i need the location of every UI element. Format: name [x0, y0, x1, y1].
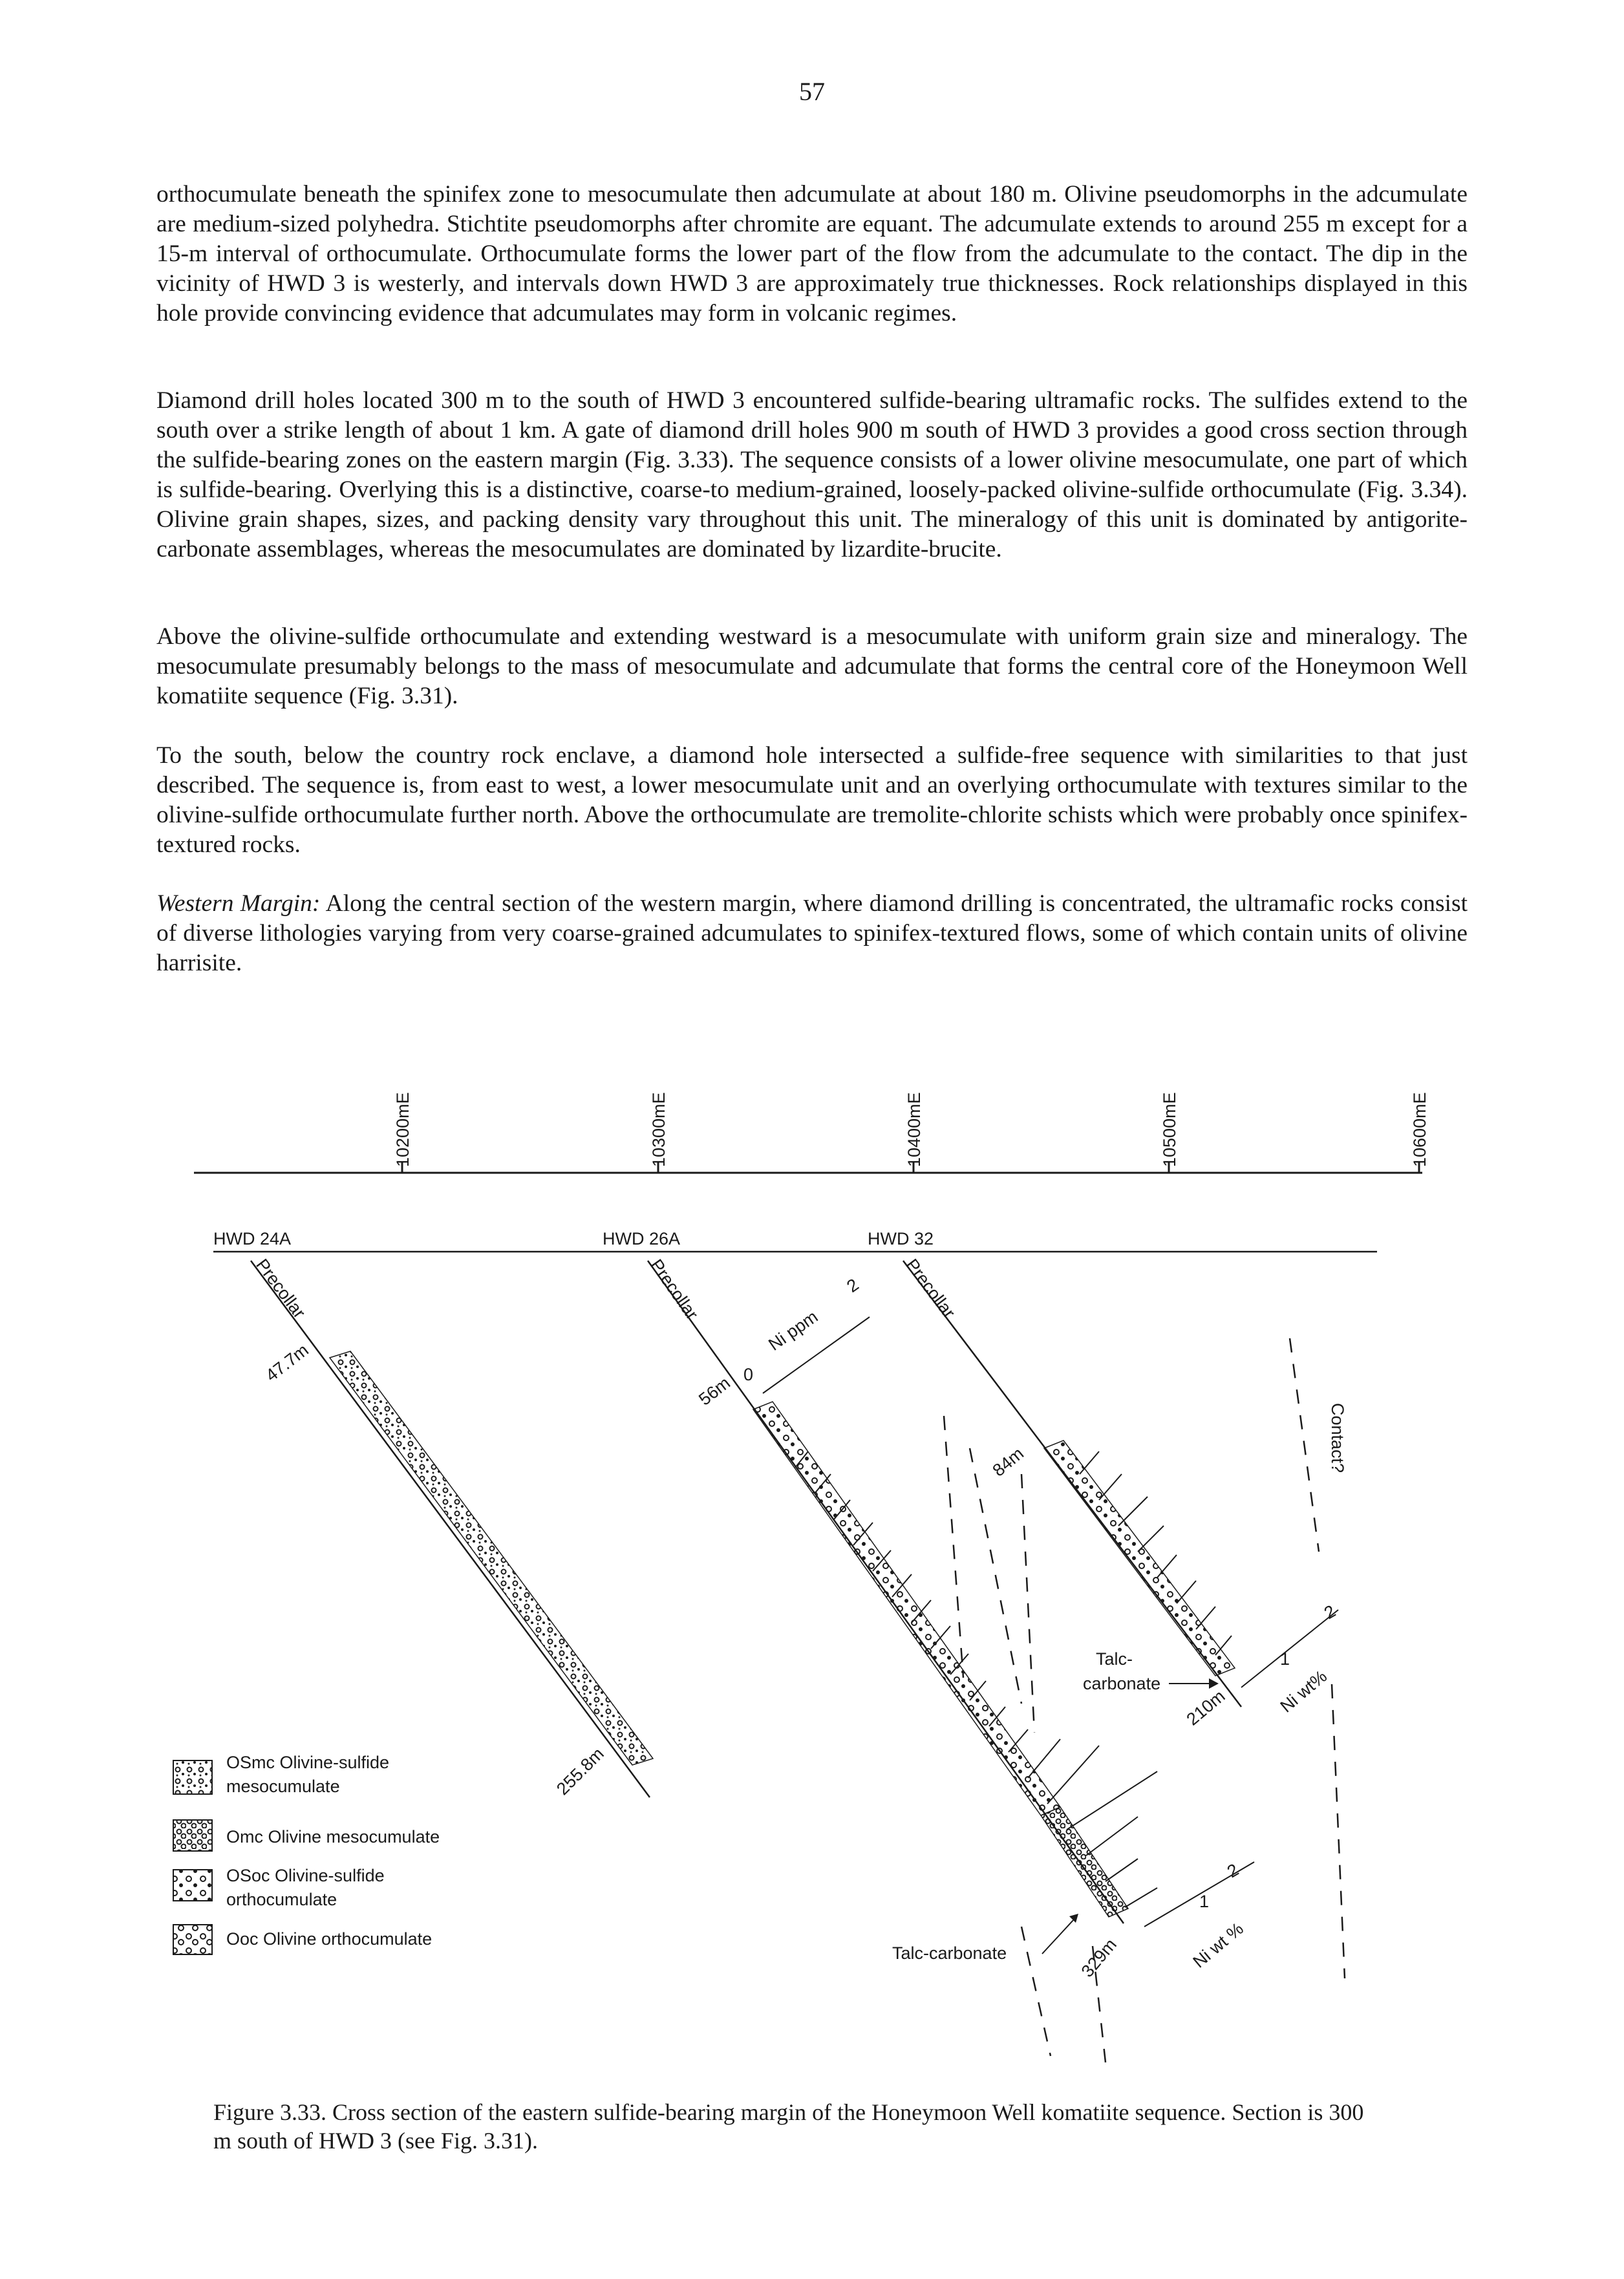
legend-swatch-osoc [173, 1870, 212, 1901]
easting-label-10600: 10600mE [1410, 1092, 1429, 1167]
legend-swatch-omc [173, 1820, 212, 1851]
legend [173, 1753, 440, 1954]
depth-top-hwd26a: 56m [695, 1373, 734, 1409]
ni-ppm-label: Ni ppm [765, 1307, 822, 1354]
ni-wt-one-hwd26a: 1 [1199, 1892, 1210, 1911]
easting-label-10400: 10400mE [904, 1092, 924, 1167]
paragraph-5 [156, 889, 1468, 978]
western-margin-heading: Western Margin: [156, 890, 321, 917]
drill-hole-hwd24a [251, 1256, 653, 1799]
precollar-label-hwd26a: Precollar [646, 1256, 702, 1323]
page-number: 57 [799, 77, 825, 106]
precollar-label-hwd24a: Precollar [252, 1255, 310, 1322]
legend-label-ooc: Ooc Olivine orthocumulate [226, 1929, 433, 1949]
depth-top-hwd32: 84m [988, 1443, 1028, 1481]
omc-column-hwd26a [1041, 1807, 1128, 1917]
osoc-column-hwd32 [1044, 1440, 1235, 1676]
ni-ppm-two: 2 [843, 1274, 862, 1296]
legend-label-osoc-2: orthocumulate [226, 1890, 337, 1909]
osmc-column-hwd24a [330, 1351, 653, 1765]
talc-carbonate-label-2: Talc-carbonate [892, 1943, 1007, 1963]
legend-swatch-osmc [173, 1760, 212, 1794]
ni-wt-two-hwd26a: 2 [1224, 1859, 1243, 1882]
depth-bottom-hwd32: 210m [1182, 1686, 1229, 1729]
ni-wt-two-hwd32: 2 [1321, 1601, 1340, 1623]
cross-section-figure [0, 1022, 1624, 2082]
paragraph-4: To the south, below the country rock enclave, a diamond hole intersected a sulfide-free sequence with similarities to that just described. The sequence is, from east to west, a lower mesocumulate unit and an overlying orthocumulate with textures similar to the olivine-sulfide orthocumulate further north. Above the orthocumulate are tremolite-chlorite schists which were probably once spinifex-textured rocks. [156, 742, 1468, 858]
legend-swatch-ooc [173, 1925, 212, 1954]
easting-label-10500: 10500mE [1160, 1092, 1179, 1167]
legend-label-omc: Omc Olivine mesocumulate [226, 1827, 440, 1846]
legend-label-osmc-2: mesocumulate [226, 1777, 340, 1796]
legend-label-osmc-1: OSmc Olivine-sulfide [226, 1753, 390, 1772]
ni-wt-label-hwd32: Ni wt% [1276, 1666, 1331, 1717]
ni-ppm-zero: 0 [743, 1365, 754, 1384]
paragraph-3: Above the olivine-sulfide orthocumulate and extending westward is a mesocumulate with uniform grain size and mineralogy. The mesocumulate presumably belongs to the mass of mesocumulate and adcumulate that forms the central core of the Honeymoon Well komatiite sequence (Fig. 3.31). [156, 623, 1468, 709]
talc-carbonate-label-1b: carbonate [1083, 1674, 1161, 1693]
depth-bottom-hwd26a: 329m [1077, 1934, 1121, 1981]
talc-carbonate-arrow-2 [1042, 1920, 1073, 1954]
hole-name-hwd26a: HWD 26A [603, 1229, 681, 1248]
easting-label-10200: 10200mE [393, 1092, 412, 1167]
talc-carbonate-arrowhead-1 [1209, 1678, 1219, 1689]
paragraph-5-body: Along the central section of the western margin, where diamond drilling is concentrated, the ultramafic rocks consist of diverse lithologies varying from very coarse-grained adcumulates to spinifex-textured flows, some of which contain units of olivine harrisite. [156, 890, 1468, 976]
hole-name-hwd32: HWD 32 [868, 1229, 934, 1248]
paragraph-2: Diamond drill holes located 300 m to the south of HWD 3 encountered sulfide-bearing ultramafic rocks. The sulfides extend to the south over a strike length of about 1 km. A gate of diamond drill holes 900 m south of HWD 3 provides a good cross section through the sulfide-bearing zones on the eastern margin (Fig. 3.33). The sequence consists of a lower olivine mesocumulate, one part of which is sulfide-bearing. Overlying this is a distinctive, coarse-to medium-grained, loosely-packed olivine-sulfide orthocumulate (Fig. 3.34). Olivine grain shapes, sizes, and packing density vary throughout this unit. The mineralogy of this unit is dominated by antigorite-carbonate assemblages, whereas the mesocumulates are dominated by lizardite-brucite. [156, 387, 1468, 562]
talc-carbonate-label-1a: Talc- [1096, 1649, 1133, 1669]
paragraph-1: orthocumulate beneath the spinifex zone to mesocumulate then adcumulate at about 180 m. Olivine pseudomorphs in the adcumulate are medium-sized polyhedra. Stichtite pseudomorphs after chromite are equant. The adcumulate extends to around 255 m except for a 15-m interval of orthocumulate. Orthocumulate forms the lower part of the flow from the adcumulate to the contact. The dip in the vicinity of HWD 3 is westerly, and intervals down HWD 3 are approximately true thicknesses. Rock relationships displayed in this hole provide convincing evidence that adcumulates may form in volcanic regimes. [156, 181, 1468, 326]
ni-wt-spikes-hwd32 [1080, 1451, 1232, 1655]
precollar-label-hwd32: Precollar [902, 1255, 959, 1322]
depth-top-hwd24a: 47.7m [262, 1340, 312, 1386]
contact-label: Contact? [1328, 1403, 1347, 1473]
depth-bottom-hwd24a: 255.8m [553, 1744, 608, 1799]
drill-hole-hwd26a [646, 1256, 1254, 1981]
legend-label-osoc-1: OSoc Olivine-sulfide [226, 1866, 385, 1885]
ni-wt-label-hwd26a: Ni wt % [1189, 1918, 1247, 1972]
talc-carbonate-arrowhead-2 [1069, 1914, 1078, 1923]
ni-wt-one-hwd32: 1 [1280, 1649, 1290, 1669]
figure-caption: Figure 3.33. Cross section of the eastern sulfide-bearing margin of the Honeymoon Well komatiite sequence. Section is 300 m south of HWD 3 (see Fig. 3.31). [213, 2099, 1364, 2154]
hole-name-hwd24a: HWD 24A [213, 1229, 292, 1248]
easting-label-10300: 10300mE [649, 1092, 668, 1167]
